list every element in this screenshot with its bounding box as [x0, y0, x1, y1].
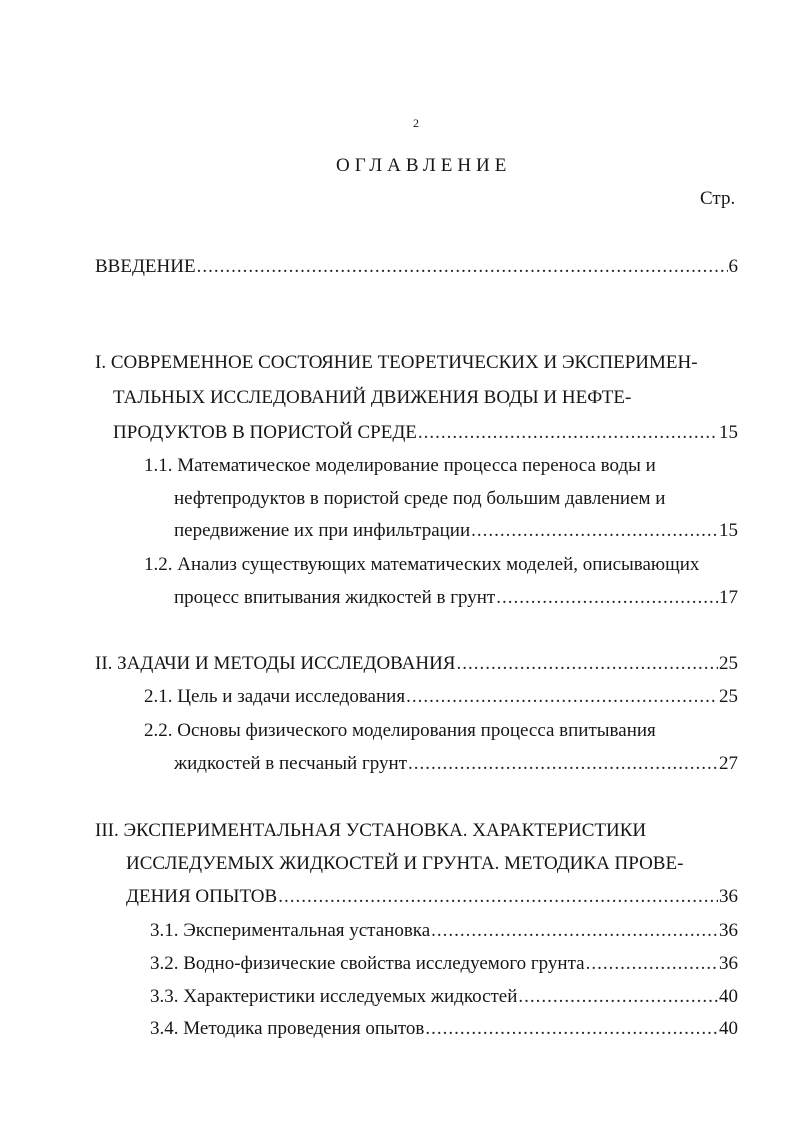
toc-page-number: 40	[719, 1018, 738, 1039]
toc-entry-section-3-2[interactable]	[150, 953, 738, 975]
leader-dots	[456, 653, 718, 675]
page-column-label: Стр.	[700, 188, 736, 209]
toc-entry-label: II. ЗАДАЧИ И МЕТОДЫ ИССЛЕДОВАНИЯ	[95, 653, 456, 674]
leader-dots	[471, 520, 718, 542]
section-1-1-line1: 1.1. Математическое моделирование процесса переноса воды и	[144, 455, 656, 476]
toc-entry-section-3-4[interactable]	[150, 1018, 738, 1040]
toc-entry-label: 3.1. Экспериментальная установка	[150, 920, 431, 941]
leader-dots	[197, 256, 728, 278]
leader-dots	[278, 886, 718, 908]
toc-page-number: 6	[728, 256, 738, 277]
toc-page-number: 25	[719, 653, 738, 674]
toc-entry-section-3-3[interactable]	[150, 986, 738, 1008]
toc-page-number: 36	[719, 953, 738, 974]
toc-entry-label: жидкостей в песчаный грунт	[174, 753, 407, 774]
chapter-1-title-line1: I. СОВРЕМЕННОЕ СОСТОЯНИЕ ТЕОРЕТИЧЕСКИХ И ЭКСПЕРИМЕН-	[95, 352, 698, 373]
toc-entry-label: процесс впитывания жидкостей в грунт	[174, 587, 496, 608]
leader-dots	[418, 422, 718, 444]
toc-entry-chapter-3[interactable]	[126, 886, 738, 908]
toc-entry-label: ВВЕДЕНИЕ	[95, 256, 196, 277]
toc-entry-label: передвижение их при инфильтрации	[174, 520, 471, 541]
leader-dots	[496, 587, 718, 609]
toc-page-number: 15	[719, 520, 738, 541]
chapter-3-title-line2: ИССЛЕДУЕМЫХ ЖИДКОСТЕЙ И ГРУНТА. МЕТОДИКА ПРОВЕ-	[126, 853, 684, 874]
leader-dots	[518, 986, 718, 1008]
leader-dots	[406, 686, 718, 708]
toc-page-number: 15	[719, 422, 738, 443]
toc-entry-label: 3.4. Методика проведения опытов	[150, 1018, 425, 1039]
toc-entry-label: ПРОДУКТОВ В ПОРИСТОЙ СРЕДЕ	[113, 422, 417, 443]
toc-page-number: 36	[719, 920, 738, 941]
section-2-2-line1: 2.2. Основы физического моделирования процесса впитывания	[144, 720, 656, 741]
toc-entry-section-3-1[interactable]	[150, 920, 738, 942]
toc-entry-section-1-1[interactable]	[174, 520, 738, 542]
toc-entry-chapter-1[interactable]	[113, 422, 738, 444]
toc-entry-label: 2.1. Цель и задачи исследования	[144, 686, 406, 707]
leader-dots	[431, 920, 718, 942]
toc-entry-section-2-1[interactable]	[144, 686, 738, 708]
leader-dots	[586, 953, 718, 975]
toc-page-number: 40	[719, 986, 738, 1007]
toc-entry-section-2-2[interactable]	[174, 753, 738, 775]
toc-page-number: 25	[719, 686, 738, 707]
leader-dots	[408, 753, 718, 775]
toc-page-number: 27	[719, 753, 738, 774]
toc-page-number: 17	[719, 587, 738, 608]
toc-entry-chapter-2[interactable]	[95, 653, 738, 675]
toc-entry-label: 3.2. Водно-физические свойства исследуемого грунта	[150, 953, 585, 974]
section-1-1-line2: нефтепродуктов в пористой среде под большим давлением и	[174, 488, 666, 509]
toc-entry-section-1-2[interactable]	[174, 587, 738, 609]
toc-entry-label: 3.3. Характеристики исследуемых жидкостей	[150, 986, 518, 1007]
page-title: ОГЛАВЛЕНИЕ	[336, 155, 512, 176]
page-number: 2	[413, 116, 419, 130]
leader-dots	[425, 1018, 718, 1040]
toc-page-number: 36	[719, 886, 738, 907]
toc-entry-label: ДЕНИЯ ОПЫТОВ	[126, 886, 278, 907]
chapter-1-title-line2: ТАЛЬНЫХ ИССЛЕДОВАНИЙ ДВИЖЕНИЯ ВОДЫ И НЕФТЕ-	[113, 387, 632, 408]
toc-entry-intro[interactable]	[95, 256, 738, 278]
chapter-3-title-line1: III. ЭКСПЕРИМЕНТАЛЬНАЯ УСТАНОВКА. ХАРАКТЕРИСТИКИ	[95, 820, 647, 841]
section-1-2-line1: 1.2. Анализ существующих математических моделей, описывающих	[144, 554, 700, 575]
